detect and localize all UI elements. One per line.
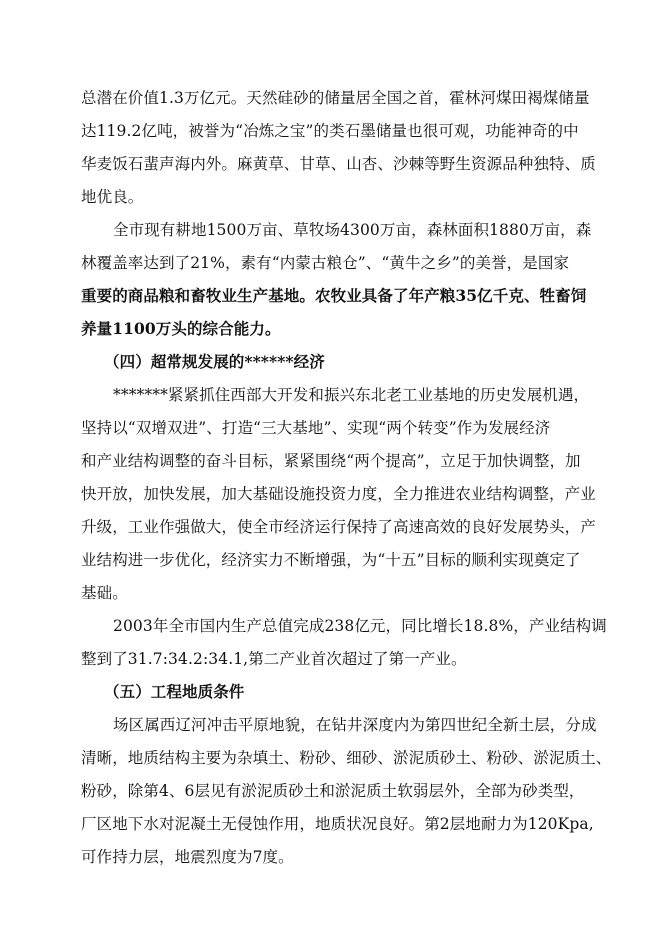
text-line: 整到了31.7:34.2:34.1,第二产业首次超过了第一产业。 — [81, 650, 467, 668]
text-line: 升级，工业作强做大，使全市经济运行保持了高速高效的良好发展势头，产 — [81, 518, 596, 536]
text-line: 厂区地下水对泥凝土无侵蚀作用，地质状况良好。第2层地耐力为120Kpa, — [81, 815, 594, 833]
text-line: 达119.2亿吨，被誉为“冶炼之宝”的类石墨储量也很可观，功能神奇的中 — [81, 122, 579, 140]
text-line: 华麦饭石蜚声海内外。麻黄草、甘草、山杏、沙棘等野生资源品种独特、质 — [81, 155, 596, 173]
text-line: 2003年全市国内生产总值完成238亿元，同比增长18.8%，产业结构调 — [113, 617, 607, 635]
text-line: 可作持力层，地震烈度为7度。 — [81, 848, 294, 866]
text-line: *******紧紧抓住西部大开发和振兴东北老工业基地的历史发展机遇， — [113, 386, 590, 404]
text-line: 坚持以“双增双进”、打造“三大基地”、实现“两个转变”作为发展经济 — [81, 419, 551, 437]
section-heading: （五）工程地质条件 — [104, 682, 245, 701]
text-line: 清晰，地质结构主要为杂填土、粉砂、细砂、淤泥质砂土、粉砂、淤泥质土、 — [81, 749, 612, 767]
text-line: 和产业结构调整的奋斗目标，紧紧围绕“两个提高”，立足于加快调整，加 — [81, 452, 581, 470]
text-line: 林覆盖率达到了21%，素有“内蒙古粮仓”、“黄牛之乡”的美誉，是国家 — [81, 254, 570, 272]
text-line: 快开放，加快发展，加大基础设施投资力度，全力推进农业结构调整，产业 — [81, 485, 596, 503]
section-heading: （四）超常规发展的******经济 — [104, 352, 325, 371]
text-line: 基础。 — [81, 584, 128, 602]
text-line: 场区属西辽河冲击平原地貌，在钻井深度内为第四世纪全新土层，分成 — [113, 716, 597, 734]
text-line: 业结构进一步优化，经济实力不断增强，为“十五”目标的顺利实现奠定了 — [81, 551, 581, 569]
text-line: 全市现有耕地1500万亩、草牧场4300万亩，森林面积1880万亩，森 — [113, 221, 592, 239]
bold-text-line: 养量1100万头的综合能力。 — [81, 319, 281, 338]
text-line: 总潜在价值1.3万亿元。天然硅砂的储量居全国之首，霍林河煤田褐煤储量 — [81, 89, 590, 107]
text-line: 地优良。 — [81, 188, 144, 206]
text-line: 粉砂，除第4、6层见有淤泥质砂土和淤泥质土软弱层外，全部为砂类型， — [81, 782, 585, 800]
bold-text-line: 重要的商品粮和畜牧业生产基地。农牧业具备了年产粮35亿千克、牲畜饲 — [81, 286, 587, 305]
